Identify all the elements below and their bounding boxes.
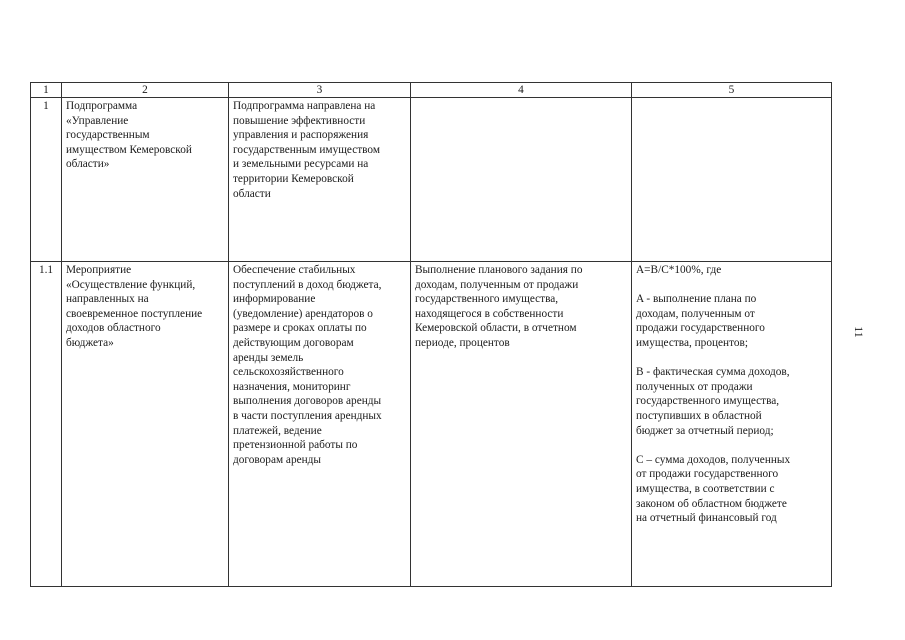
header-cell-2: 2 — [62, 83, 229, 98]
program-indicators-table — [30, 82, 832, 587]
program-name-cell: Подпрограмма «Управление государственным имуществом Кемеровской области» — [62, 98, 229, 262]
indicator-cell — [411, 98, 632, 262]
row-number-cell: 1 — [31, 98, 62, 262]
program-name-cell: Мероприятие «Осуществление функций, направленных на своевременное поступление доходов областного бюджета» — [62, 262, 229, 587]
program-description-cell: Обеспечение стабильных поступлений в доход бюджета, информирование (уведомление) арендаторов о размере и сроках оплаты по действующим договорам аренды земель сельскохозяйственного назначения, мониторинг выполнения договоров аренды в части поступления арендных платежей, ведение претензионной работы по договорам аренды — [229, 262, 411, 587]
row-number-cell: 1.1 — [31, 262, 62, 587]
header-cell-1: 1 — [31, 83, 62, 98]
formula-cell — [632, 98, 832, 262]
indicator-cell: Выполнение планового задания по доходам, полученным от продажи государственного имущества, находящегося в собственности Кемеровской области, в отчетном периоде, процентов — [411, 262, 632, 587]
table-row — [31, 98, 832, 262]
header-cell-5: 5 — [632, 83, 832, 98]
table-header-row — [31, 83, 832, 98]
page-number: 11 — [851, 326, 866, 338]
formula-cell: A=B/C*100%, где A - выполнение плана по доходам, полученным от продажи государственного имущества, процентов; B - фактическая сумма доходов, полученных от продажи государственного имущества, поступивших в областной бюджет за отчетный период; C – сумма доходов, полученных от продажи государственного имущества, в соответствии с законом об областном бюджете на отчетный финансовый год — [632, 262, 832, 587]
header-cell-3: 3 — [229, 83, 411, 98]
table-row — [31, 262, 832, 587]
program-description-cell: Подпрограмма направлена на повышение эффективности управления и распоряжения государственным имуществом и земельными ресурсами на территории Кемеровской области — [229, 98, 411, 262]
header-cell-4: 4 — [411, 83, 632, 98]
